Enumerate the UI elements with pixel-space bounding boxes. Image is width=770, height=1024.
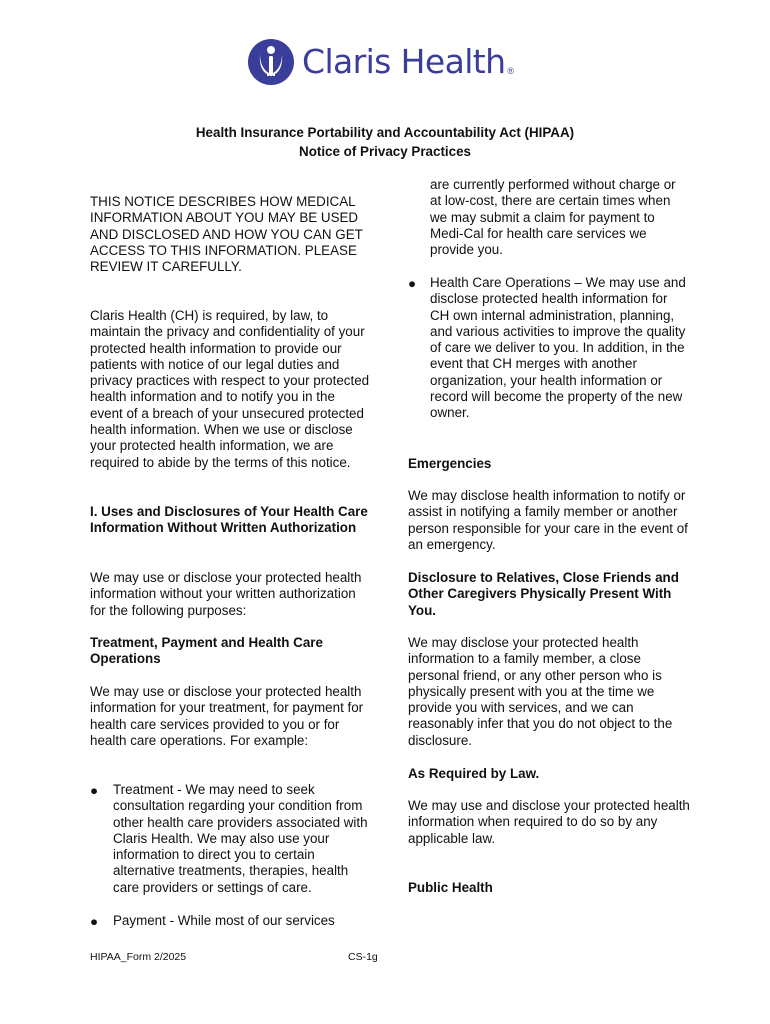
intro-notice: THIS NOTICE DESCRIBES HOW MEDICAL INFORMATION ABOUT YOU MAY BE USED AND DISCLOSED AND HOW YOU CAN GET ACCESS TO THIS INFORMATION. PLEASE REVIEW IT CAREFULLY. xyxy=(90,194,363,275)
bullet-icon: ● xyxy=(408,276,417,291)
heading-required-by-law: As Required by Law. xyxy=(408,766,540,781)
bullet-operations: Health Care Operations – We may use and disclose protected health information for CH own internal administration, planning, and various activities to improve the quality of care we deliver to you. In addition, in the event that CH merges with another organization, your health information or record will become the property of the new owner. xyxy=(430,275,686,421)
bullet-payment: Payment - While most of our services xyxy=(113,913,335,928)
bullet-icon: ● xyxy=(90,783,99,798)
paragraph-payment-continued: are currently performed without charge or at low-cost, there are certain times when we may submit a claim for payment to Medi-Cal for health care services we provide you. xyxy=(430,177,676,258)
claris-health-logo xyxy=(248,38,514,86)
logo-text: Claris Health xyxy=(302,42,506,81)
heading-treatment-payment: Treatment, Payment and Health Care Operations xyxy=(90,635,323,667)
heading-relatives: Disclosure to Relatives, Close Friends and Other Caregivers Physically Present With You. xyxy=(408,570,679,618)
paragraph-treatment: We may use or disclose your protected health information for your treatment, for payment for health care services provided to you or for health care operations. For example: xyxy=(90,684,364,748)
bullet-treatment: Treatment - We may need to seek consultation regarding your condition from other health care providers associated with Claris Health. We may also use your information to direct you to certain alternative treatments, therapies, health care providers or settings of care. xyxy=(113,782,368,895)
paragraph-emergencies: We may disclose health information to notify or assist in notifying a family member or another person responsible for your care in the event of an emergency. xyxy=(408,488,688,552)
heading-public-health: Public Health xyxy=(408,880,493,895)
bullet-icon: ● xyxy=(90,914,99,929)
heading-emergencies: Emergencies xyxy=(408,456,492,471)
paragraph-legal-duties: Claris Health (CH) is required, by law, to maintain the privacy and confidentiality of your protected health information to provide our patients with notice of our legal duties and privacy practices with respect to your protected health information and to notify you in the event of a breach of your unsecured protected health information. When we use or disclose your protected health information, we are required to abide by the terms of this notice. xyxy=(90,308,370,470)
registered-mark: ® xyxy=(507,66,515,76)
footer-form-id: HIPAA_Form 2/2025 xyxy=(90,951,187,963)
document-title: Health Insurance Portability and Accountability Act (HIPAA) xyxy=(195,125,575,140)
claris-logo-icon xyxy=(248,39,294,85)
paragraph-purposes: We may use or disclose your protected health information without your written authorization for the following purposes: xyxy=(90,570,362,618)
document-subtitle: Notice of Privacy Practices xyxy=(299,144,471,159)
footer-code: CS-1g xyxy=(348,951,378,963)
paragraph-relatives: We may disclose your protected health information to a family member, a close personal friend, or any other person who is physically present with you at the time we provide you with services, and we can reasonably infer that you do not object to the disclosure. xyxy=(408,635,673,748)
paragraph-required-by-law: We may use and disclose your protected health information when required to do so by any applicable law. xyxy=(408,798,690,846)
section-heading-uses: I. Uses and Disclosures of Your Health Care Information Without Written Authorization xyxy=(90,504,368,536)
